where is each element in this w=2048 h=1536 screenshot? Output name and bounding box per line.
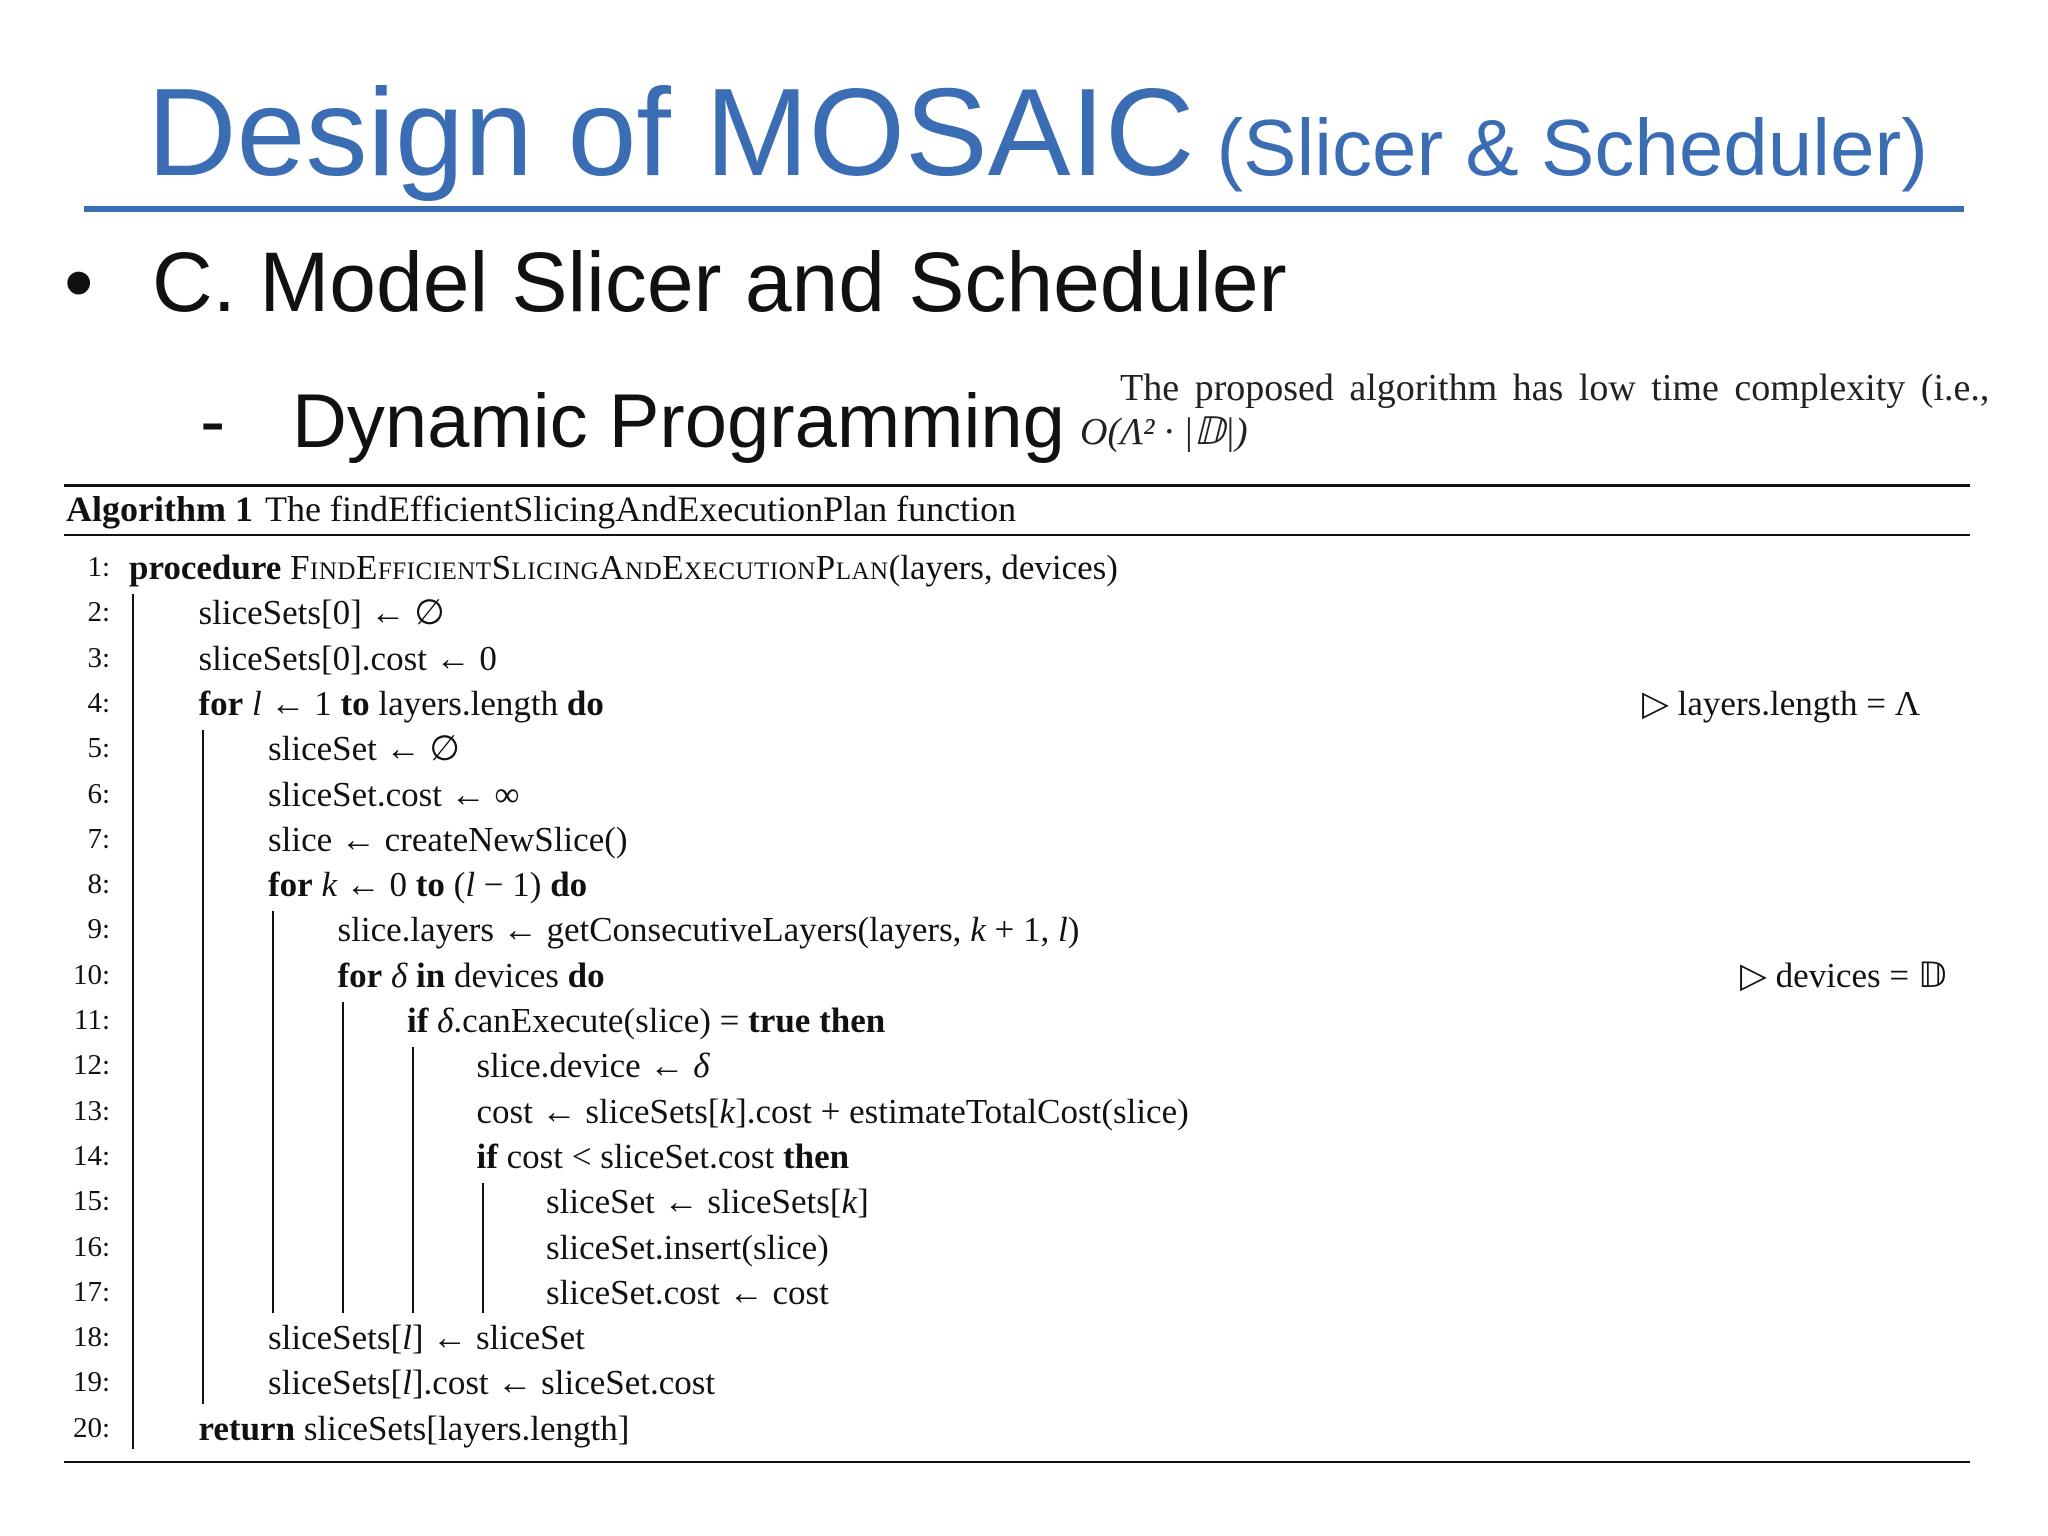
code-token: − 1) xyxy=(475,865,551,905)
code-text xyxy=(129,545,1118,590)
code-token: δ xyxy=(390,955,408,995)
indent-guide-line xyxy=(132,594,134,1449)
keyword: to xyxy=(340,683,370,723)
line-number: 10: xyxy=(72,958,110,991)
code-text xyxy=(477,1134,850,1179)
code-text xyxy=(338,953,605,998)
code-token: l xyxy=(465,865,476,905)
code-text xyxy=(199,681,604,726)
code-token: l xyxy=(251,683,262,723)
code-token: (layers, devices) xyxy=(888,548,1118,587)
line-number: 15: xyxy=(72,1185,110,1218)
line-number: 8: xyxy=(87,868,110,901)
keyword: return xyxy=(198,1408,296,1448)
complexity-note-line1: The proposed algorithm has low time complexity (i.e., xyxy=(1120,367,1990,409)
code-token xyxy=(281,548,290,587)
algorithm-caption xyxy=(66,488,1016,530)
code-token: l xyxy=(1057,910,1068,950)
code-token: slice ← createNewSlice() xyxy=(268,819,628,859)
code-token xyxy=(428,1001,437,1040)
algorithm-top-rule xyxy=(64,484,1970,487)
line-number: 3: xyxy=(87,641,110,674)
code-token: ].cost + estimateTotalCost(slice) xyxy=(735,1091,1189,1131)
code-token: sliceSet ← sliceSets[ xyxy=(546,1182,842,1222)
code-token: ] ← sliceSet xyxy=(411,1318,585,1358)
slide-title-subtitle: (Slicer & Scheduler) xyxy=(1216,103,1928,192)
code-token: l xyxy=(402,1363,412,1403)
line-number: 20: xyxy=(72,1411,110,1444)
complexity-note-line2: O(Λ² · |𝔻|) xyxy=(1080,411,1248,453)
subbullet-text: Dynamic Programming xyxy=(292,379,1065,464)
code-token: l xyxy=(402,1318,412,1358)
code-token: k xyxy=(321,865,337,905)
line-number: 9: xyxy=(87,913,110,946)
keyword: do xyxy=(550,865,588,905)
code-token xyxy=(407,956,416,995)
keyword: do xyxy=(566,683,604,723)
code-token: sliceSets[ xyxy=(268,1318,403,1358)
keyword: to xyxy=(415,865,445,905)
code-token: cost < sliceSet.cost xyxy=(497,1136,784,1176)
line-number: 12: xyxy=(72,1049,110,1082)
code-text xyxy=(268,817,628,862)
keyword: do xyxy=(567,955,605,995)
code-token xyxy=(382,956,391,995)
keyword: then xyxy=(783,1136,850,1176)
title-underline xyxy=(84,206,1964,212)
code-text xyxy=(199,636,497,681)
code-text xyxy=(407,998,885,1043)
subbullet-item xyxy=(200,378,1065,465)
code-text xyxy=(268,726,460,771)
code-token xyxy=(243,684,252,723)
code-text xyxy=(546,1179,869,1224)
code-text xyxy=(268,1315,585,1360)
code-token: ← 0 xyxy=(337,865,416,905)
code-text xyxy=(268,862,587,907)
code-text xyxy=(268,772,519,817)
bullet-item xyxy=(64,234,1287,331)
code-token: ← 1 xyxy=(261,683,341,723)
code-token xyxy=(810,1001,819,1040)
code-token: sliceSets[0] ← ∅ xyxy=(198,593,445,633)
dash-icon: - xyxy=(200,379,226,464)
code-text xyxy=(199,1406,630,1451)
code-token: ( xyxy=(444,865,466,905)
code-text xyxy=(477,1089,1189,1134)
code-token: sliceSet.insert(slice) xyxy=(546,1227,829,1267)
code-token: layers.length xyxy=(369,683,567,723)
code-text xyxy=(338,907,1080,952)
line-comment: ▷ devices = 𝔻 xyxy=(1740,955,1947,995)
line-number: 17: xyxy=(72,1275,110,1308)
code-text xyxy=(546,1225,829,1270)
line-number: 7: xyxy=(87,822,110,855)
code-token: FindEfficientSlicingAndExecutionPlan xyxy=(290,548,889,587)
code-token: cost ← sliceSets[ xyxy=(476,1091,720,1131)
indent-guide-line xyxy=(342,1002,344,1313)
line-number: 13: xyxy=(72,1094,110,1127)
keyword: then xyxy=(819,1001,886,1040)
indent-guide-line xyxy=(482,1183,484,1313)
slide-title-main: Design of MOSAIC xyxy=(147,64,1195,202)
slide-title xyxy=(147,62,1928,204)
keyword: if xyxy=(476,1136,498,1176)
algorithm-label: Algorithm 1 xyxy=(66,489,253,529)
complexity-note xyxy=(1080,366,2030,454)
code-token: slice.device ← xyxy=(476,1046,694,1086)
keyword: if xyxy=(407,1001,429,1040)
code-text xyxy=(546,1270,829,1315)
bullet-text: C. Model Slicer and Scheduler xyxy=(152,235,1287,329)
indent-guide-line xyxy=(412,1047,414,1313)
code-text xyxy=(477,1043,710,1088)
code-token: sliceSet ← ∅ xyxy=(268,729,460,769)
line-number: 14: xyxy=(72,1139,110,1172)
line-number: 18: xyxy=(72,1321,110,1354)
code-token: ] xyxy=(857,1182,869,1222)
line-number: 11: xyxy=(74,1004,110,1036)
keyword: true xyxy=(748,1001,811,1040)
algorithm-caption-rule xyxy=(64,534,1970,536)
code-token: .canExecute(slice) = xyxy=(453,1001,749,1040)
code-token: sliceSet.cost ← cost xyxy=(546,1272,829,1312)
code-token: + 1, xyxy=(985,910,1058,950)
code-token: devices xyxy=(445,955,568,995)
keyword: in xyxy=(415,955,446,995)
line-number: 2: xyxy=(87,596,110,629)
line-number: 4: xyxy=(87,686,110,719)
code-token: k xyxy=(841,1182,858,1222)
code-token: sliceSets[ xyxy=(268,1363,403,1403)
code-token: ].cost ← sliceSet.cost xyxy=(411,1363,716,1403)
line-number: 5: xyxy=(87,732,110,765)
code-token: slice.layers ← getConsecutiveLayers(layers, xyxy=(337,910,971,950)
algorithm-caption-text: The findEfficientSlicingAndExecutionPlan function xyxy=(264,489,1017,529)
code-token: ) xyxy=(1067,910,1080,950)
code-token: k xyxy=(719,1091,736,1131)
code-text xyxy=(199,590,445,635)
code-token: sliceSet.cost ← ∞ xyxy=(268,774,520,814)
line-number: 1: xyxy=(87,551,110,583)
algorithm-bottom-rule xyxy=(64,1461,1970,1463)
code-token: δ xyxy=(693,1046,710,1086)
line-comment: ▷ layers.length = Λ xyxy=(1642,683,1921,723)
keyword: for xyxy=(337,955,383,995)
keyword: for xyxy=(198,683,244,723)
code-token: sliceSets[layers.length] xyxy=(295,1408,630,1448)
bullet-dot-icon: • xyxy=(64,235,94,329)
line-number: 6: xyxy=(87,777,110,810)
indent-guide-line xyxy=(202,730,204,1404)
code-text xyxy=(268,1360,715,1405)
line-number: 16: xyxy=(72,1230,110,1263)
code-token: k xyxy=(970,910,986,950)
code-token: sliceSets[0].cost ← 0 xyxy=(198,638,497,678)
indent-guide-line xyxy=(272,911,274,1313)
keyword: procedure xyxy=(129,548,282,587)
line-number: 19: xyxy=(72,1366,110,1399)
code-token: δ xyxy=(437,1001,454,1040)
keyword: for xyxy=(268,865,313,905)
